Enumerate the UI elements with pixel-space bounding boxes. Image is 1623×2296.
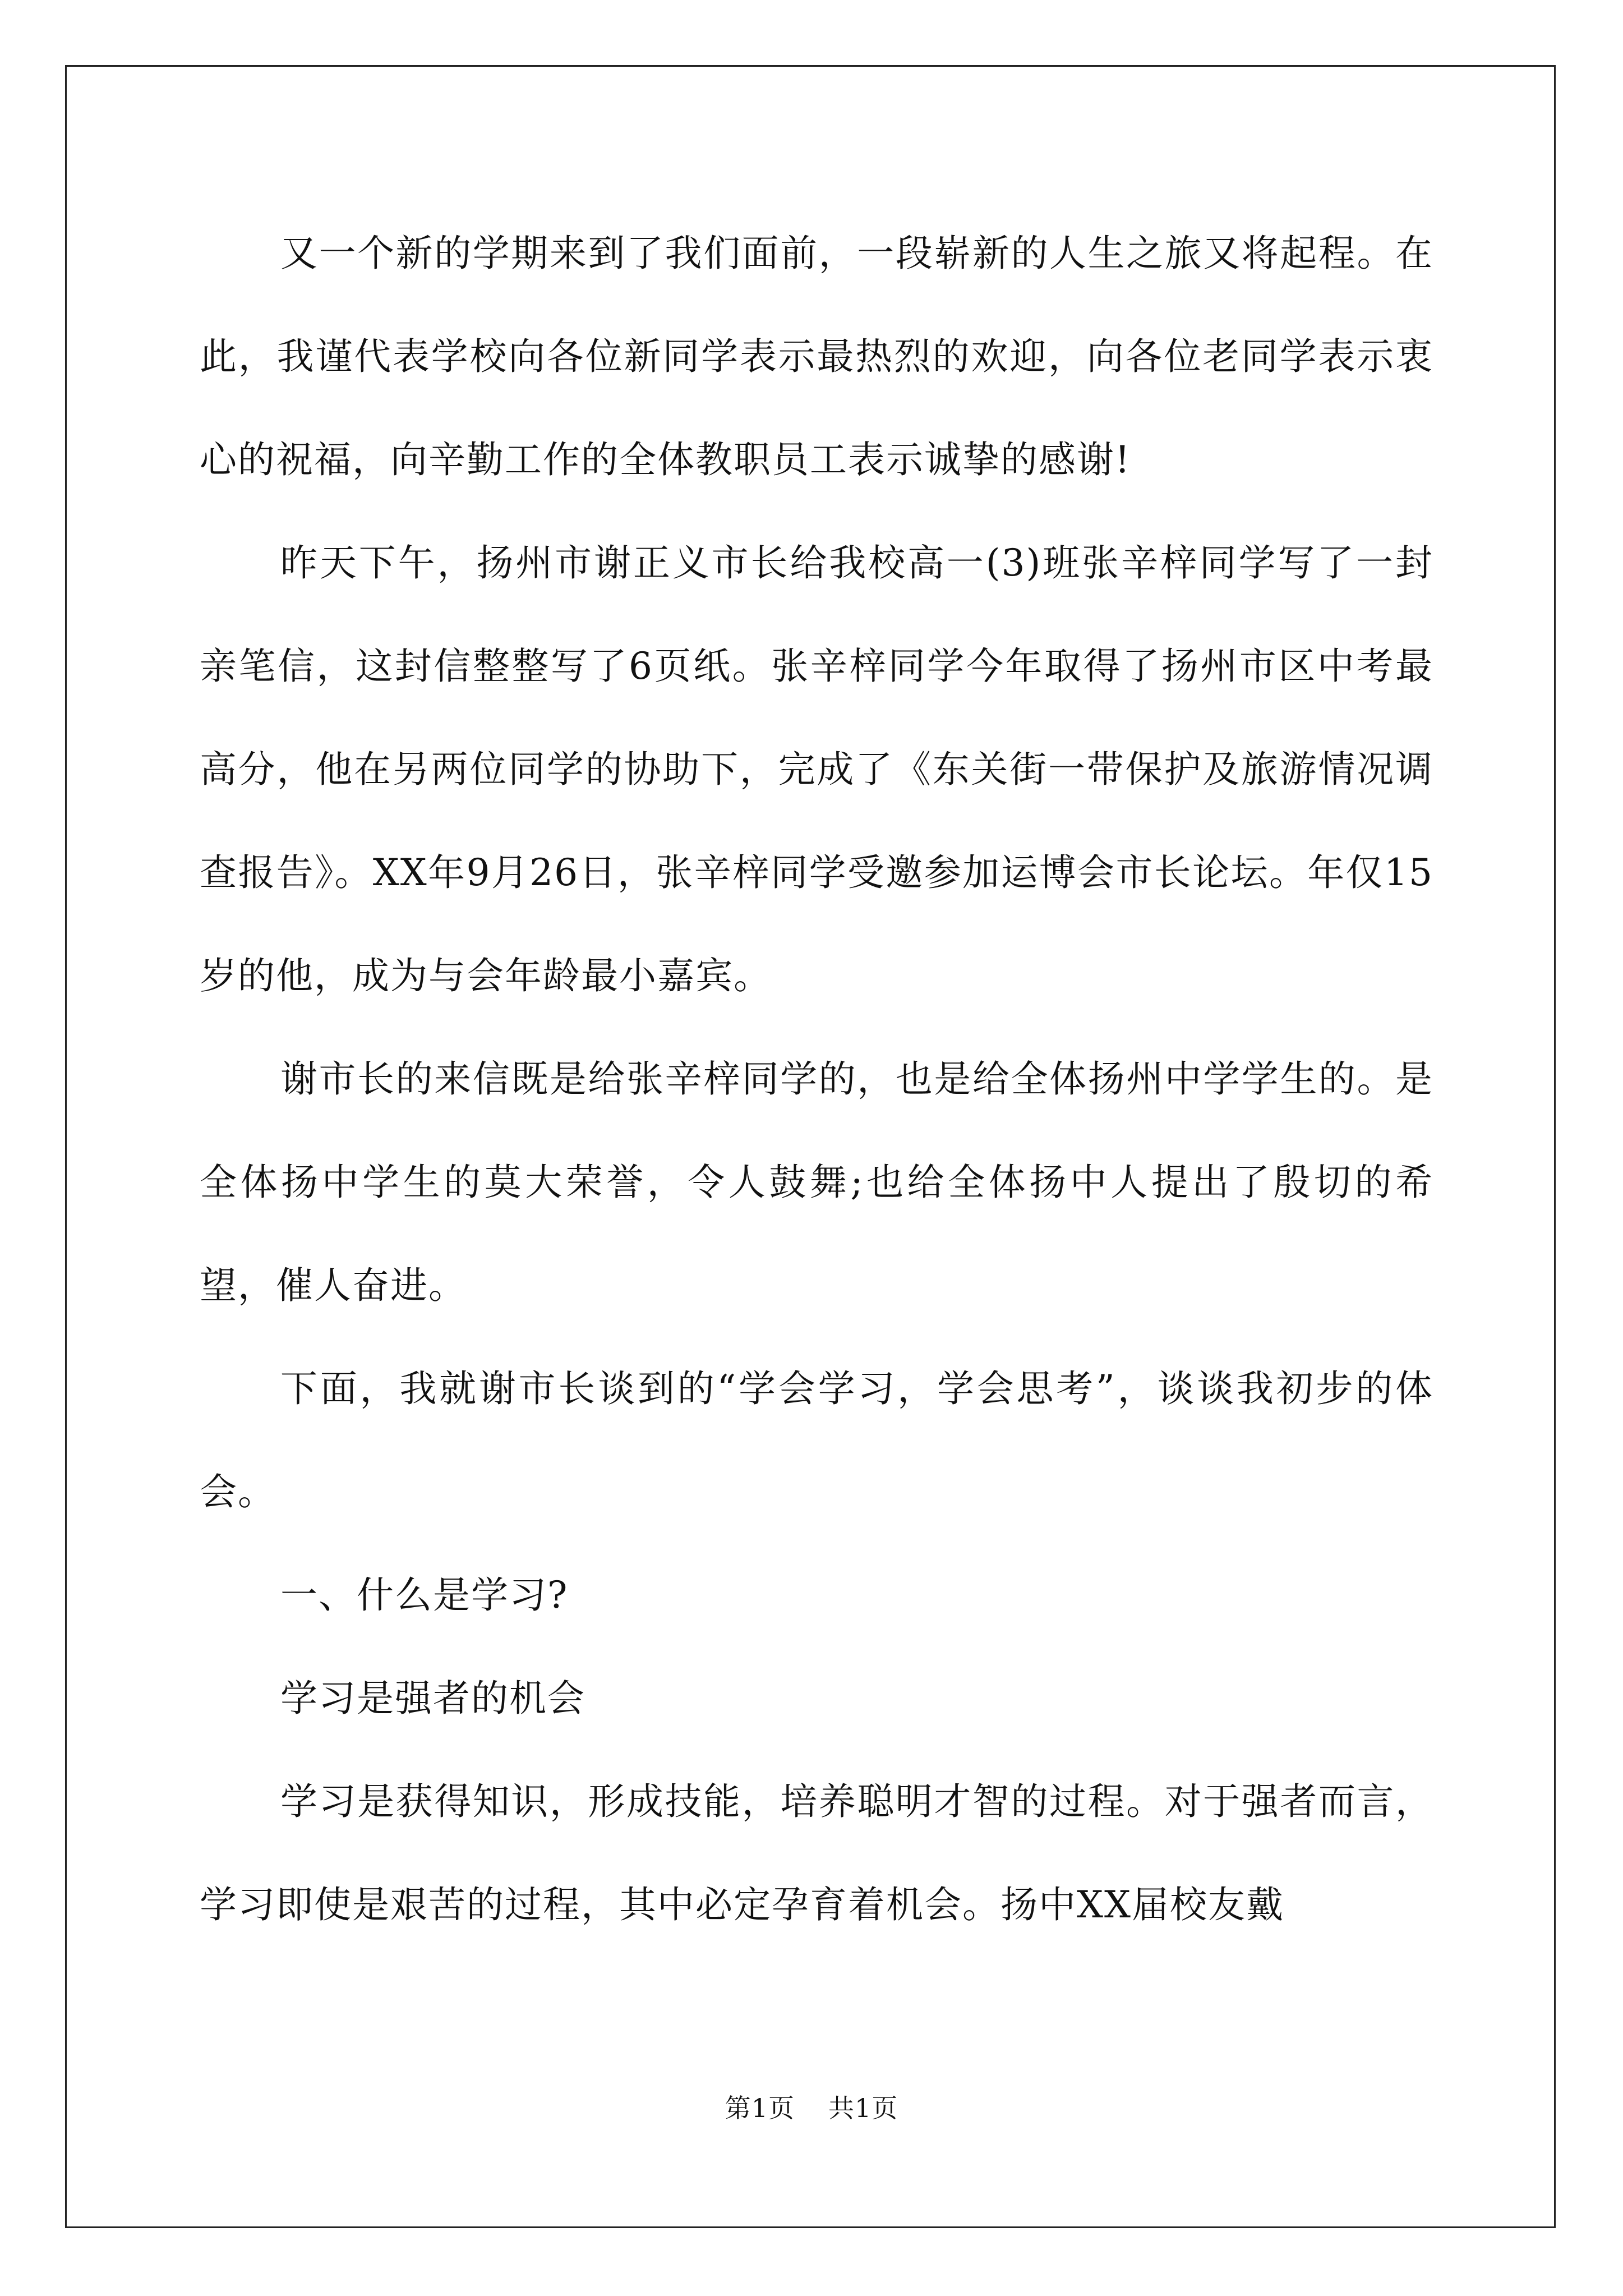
page-total: 共1页 [828, 2093, 898, 2123]
paragraph-letter-meaning: 谢市长的来信既是给张辛梓同学的，也是给全体扬州中学学生的。是全体扬中学生的莫大荣誉，令人鼓舞;也给全体扬中人提出了殷切的希望，催人奋进。 [200, 1057, 1433, 1307]
page-footer [0, 2088, 1623, 2125]
subsection-heading: 学习是强者的机会 [280, 1677, 585, 1720]
page-number: 第1页 [725, 2093, 795, 2123]
document-body [200, 202, 1433, 1957]
paragraph-intro-topic: 下面，我就谢市长谈到的“学会学习，学会思考”，谈谈我初步的体会。 [200, 1367, 1433, 1513]
section-heading: 一、什么是学习? [280, 1573, 569, 1617]
paragraph-learning-definition: 学习是获得知识，形成技能，培养聪明才智的过程。对于强者而言，学习即使是艰苦的过程，其中必定孕育着机会。扬中XX届校友戴 [200, 1780, 1433, 1926]
paragraph-mayor-letter: 昨天下午，扬州市谢正义市长给我校高一(3)班张辛梓同学写了一封亲笔信，这封信整整写了6页纸。张辛梓同学今年取得了扬州市区中考最高分，他在另两位同学的协助下，完成了《东关街一带保护及旅游情况调查报告》。XX年9月26日，张辛梓同学受邀参加运博会市长论坛。年仅15岁的他，成为与会年龄最小嘉宾。 [200, 541, 1433, 997]
paragraph-welcome: 又一个新的学期来到了我们面前，一段崭新的人生之旅又将起程。在此，我谨代表学校向各位新同学表示最热烈的欢迎，向各位老同学表示衷心的祝福，向辛勤工作的全体教职员工表示诚挚的感谢! [200, 232, 1433, 481]
